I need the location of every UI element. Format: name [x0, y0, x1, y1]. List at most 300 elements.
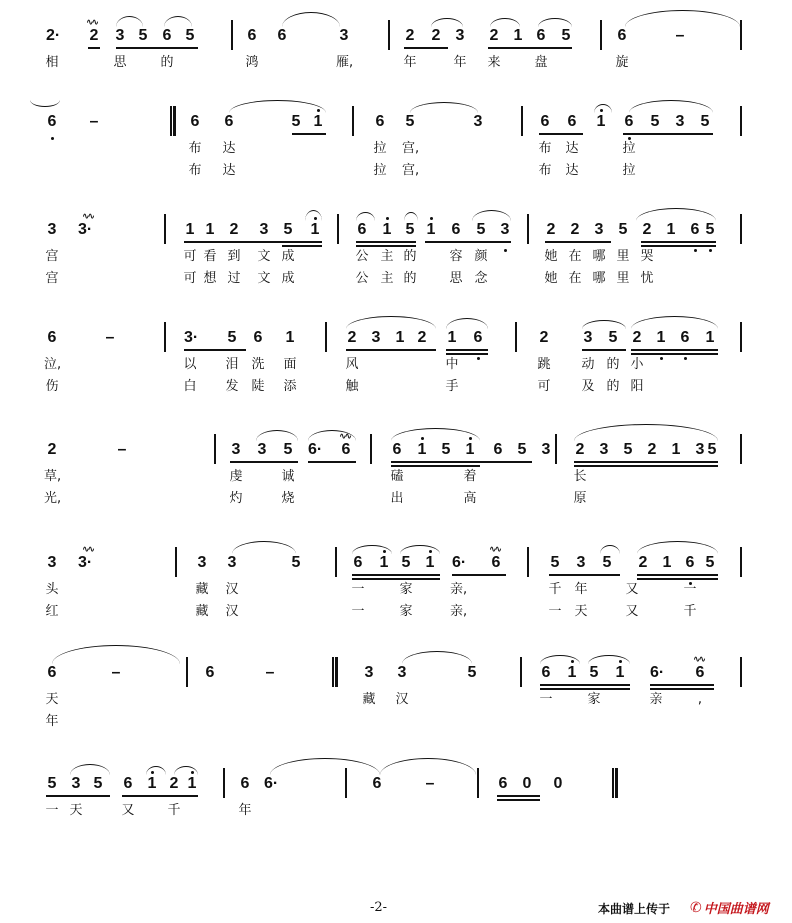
ornament-icon: ∿∿: [82, 212, 94, 222]
note: 1: [666, 221, 676, 238]
bar-line: [231, 20, 233, 50]
beam-line-double: [637, 578, 718, 580]
note: 6: [253, 329, 263, 346]
note: 3·: [78, 221, 93, 238]
high-octave-dot: [386, 217, 389, 220]
note: 5: [700, 113, 710, 130]
note: 1: [382, 221, 392, 238]
beam-line: [88, 47, 100, 49]
note: 5: [93, 775, 103, 792]
lyric-verse2: 陡: [251, 379, 265, 394]
bar-line: [186, 657, 188, 687]
slur-arc: [636, 208, 716, 221]
lyric-verse1: 虔: [229, 469, 243, 484]
note: 5: [405, 221, 415, 238]
lyric-verse2: 她: [544, 271, 558, 286]
note: 6: [277, 27, 287, 44]
note: 5: [650, 113, 660, 130]
bar-line: [740, 106, 742, 136]
note: 5: [405, 113, 415, 130]
low-octave-dot: [477, 357, 480, 360]
lyric-verse1: 文: [257, 249, 271, 264]
beam-line-double: [497, 799, 540, 801]
note: 1: [187, 775, 197, 792]
lyric-verse1: 盘: [534, 55, 548, 70]
lyric-verse1: 亲,: [450, 582, 468, 597]
lyric-verse1: 来: [487, 55, 501, 70]
bar-line: [332, 657, 334, 687]
note: 6: [353, 554, 363, 571]
note: 1: [417, 441, 427, 458]
beam-line: [574, 461, 718, 463]
lyric-verse1: 到: [227, 249, 241, 264]
lyric-verse1: 又: [121, 803, 135, 818]
note: 5: [138, 27, 148, 44]
lyric-verse2: 年: [45, 714, 59, 729]
ornament-icon: ∿∿: [339, 432, 351, 442]
slur-arc: [404, 212, 418, 221]
note: 3: [227, 554, 237, 571]
lyric-verse2: 原: [573, 491, 587, 506]
bar-line: [477, 768, 479, 798]
low-octave-dot: [684, 357, 687, 360]
note: 6: [372, 775, 382, 792]
lyric-verse1: 年: [453, 55, 467, 70]
note: –: [89, 113, 99, 130]
note: 5: [185, 27, 195, 44]
lyric-verse2: 一: [351, 604, 365, 619]
note: –: [105, 329, 115, 346]
beam-line: [488, 47, 572, 49]
beam-line-double: [391, 465, 480, 467]
lyric-verse1: 又: [625, 582, 639, 597]
note: 2: [417, 329, 427, 346]
note: 1: [705, 329, 715, 346]
note: 6: [375, 113, 385, 130]
lyric-verse2: 忧: [640, 271, 654, 286]
lyric-verse2: 一: [548, 604, 562, 619]
bar-line: [521, 106, 523, 136]
lyric-verse1: 旋: [615, 55, 629, 70]
bar-line: [214, 434, 216, 464]
slur-arc: [431, 18, 463, 27]
note: 3: [455, 27, 465, 44]
slur-arc: [282, 12, 340, 27]
lyric-verse1: 以: [183, 357, 197, 372]
lyric-verse1: 风: [345, 357, 359, 372]
beam-line-double: [352, 578, 440, 580]
lyric-verse2: 公: [355, 271, 369, 286]
note: 5: [291, 113, 301, 130]
note: 6: [473, 329, 483, 346]
lyric-verse2: 又: [625, 604, 639, 619]
beam-line: [122, 795, 198, 797]
lyric-verse1: 草,: [44, 469, 62, 484]
note: 6: [491, 554, 501, 571]
slur-arc: [256, 430, 298, 441]
note: 2: [638, 554, 648, 571]
note: 2: [647, 441, 657, 458]
bar-line: [527, 547, 529, 577]
note: 1: [285, 329, 295, 346]
note: 5: [441, 441, 451, 458]
note: 3: [231, 441, 241, 458]
lyric-verse1: 思: [113, 55, 127, 70]
slur-arc: [631, 316, 718, 329]
note: 6: [224, 113, 234, 130]
beam-line: [446, 349, 488, 351]
lyric-verse2: 亲,: [450, 604, 468, 619]
lyric-verse2: 拉: [622, 163, 636, 178]
slur-arc: [229, 100, 326, 113]
slur-arc: [594, 104, 612, 113]
note: 1: [615, 664, 625, 681]
beam-line: [46, 795, 110, 797]
beam-line: [346, 349, 436, 351]
slur-arc: [538, 18, 572, 27]
beam-line: [230, 461, 298, 463]
note: 6: [536, 27, 546, 44]
note: 6: [451, 221, 461, 238]
note: 2: [642, 221, 652, 238]
lyric-verse2: 藏: [195, 604, 209, 619]
lyric-verse2: 灼: [229, 491, 243, 506]
beam-line: [631, 349, 718, 351]
lyric-verse2: 里: [616, 271, 630, 286]
high-octave-dot: [430, 217, 433, 220]
lyric-verse1: 磕: [390, 469, 404, 484]
note: 3: [599, 441, 609, 458]
slur-arc: [270, 758, 380, 775]
lyric-verse1: 洗: [251, 357, 265, 372]
bar-line: [223, 768, 225, 798]
note: 3: [695, 441, 705, 458]
lyric-verse2: 宫: [45, 271, 59, 286]
low-octave-dot: [694, 249, 697, 252]
note: 6: [123, 775, 133, 792]
page-number: -2-: [370, 900, 388, 915]
logo-icon: ✆: [690, 899, 702, 916]
slur-arc: [70, 764, 110, 775]
lyric-verse2: 光,: [44, 491, 62, 506]
note: 6: [540, 113, 550, 130]
note: 6: [47, 329, 57, 346]
slur-arc: [52, 645, 180, 664]
beam-line: [637, 574, 718, 576]
beam-line-double: [446, 353, 488, 355]
note: 5: [283, 221, 293, 238]
note: 6: [162, 27, 172, 44]
lyric-verse1: 面: [283, 357, 297, 372]
note: 5: [550, 554, 560, 571]
lyric-verse1: 年: [238, 803, 252, 818]
beam-line: [292, 133, 326, 135]
slur-arc: [629, 100, 713, 113]
lyric-verse2: 汉: [225, 604, 239, 619]
slur-arc: [582, 320, 626, 329]
beam-line-double: [631, 353, 718, 355]
beam-line: [391, 461, 532, 463]
note: 2: [347, 329, 357, 346]
lyric-verse1: 雁,: [336, 55, 354, 70]
note: 5: [623, 441, 633, 458]
lyric-verse1: 拉: [622, 141, 636, 156]
note: 1: [310, 221, 320, 238]
lyric-verse2: 成: [281, 271, 295, 286]
slur-arc: [490, 18, 520, 27]
note: –: [117, 441, 127, 458]
note: 3: [47, 554, 57, 571]
lyric-verse2: 及: [581, 379, 595, 394]
slur-arc: [356, 212, 375, 221]
note: 6: [47, 664, 57, 681]
bar-line: [337, 214, 339, 244]
bar-line: [740, 657, 742, 687]
lyric-verse1: 达: [565, 141, 579, 156]
lyric-verse2: 发: [225, 379, 239, 394]
lyric-verse1: 达: [222, 141, 236, 156]
bar-line: [612, 768, 614, 798]
note: 6: [624, 113, 634, 130]
lyric-verse1: 动: [581, 357, 595, 372]
note: 6: [47, 113, 57, 130]
lyric-verse1: 汉: [395, 692, 409, 707]
note: 5: [517, 441, 527, 458]
slur-arc: [116, 16, 143, 27]
low-octave-dot: [660, 357, 663, 360]
note: 6: [690, 221, 700, 238]
lyric-verse2: 天: [574, 604, 588, 619]
bar-line: [555, 434, 557, 464]
note: 3: [339, 27, 349, 44]
lyric-verse1: 容: [449, 249, 463, 264]
lyric-verse2: 可: [183, 271, 197, 286]
lyric-verse1: 公: [355, 249, 369, 264]
bar-line: [175, 547, 177, 577]
beam-line: [582, 349, 626, 351]
lyric-verse1: 鸿: [245, 55, 259, 70]
slur-arc: [164, 16, 192, 27]
lyric-verse1: 中: [445, 357, 459, 372]
note: 3·: [184, 329, 199, 346]
note: 6: [493, 441, 503, 458]
lyric-verse1: 宫,: [402, 141, 420, 156]
lyric-verse2: 千: [683, 604, 697, 619]
lyric-verse1: 里: [616, 249, 630, 264]
lyric-verse2: 拉: [373, 163, 387, 178]
lyric-verse1: 小: [630, 357, 644, 372]
slur-arc: [380, 758, 476, 775]
note: 3: [197, 554, 207, 571]
lyric-verse1: 成: [281, 249, 295, 264]
beam-line: [623, 133, 713, 135]
bar-line: [370, 434, 372, 464]
lyric-verse2: 的: [606, 379, 620, 394]
note: 6: [685, 554, 695, 571]
lyric-verse2: 念: [474, 271, 488, 286]
note: 2: [546, 221, 556, 238]
lyric-verse1: 年: [403, 55, 417, 70]
slur-arc: [574, 424, 718, 441]
note: 0: [522, 775, 532, 792]
lyric-verse1: 家: [587, 692, 601, 707]
note: 5: [705, 221, 715, 238]
lyric-verse1: 千: [548, 582, 562, 597]
note: 2: [539, 329, 549, 346]
lyric-verse1: 她: [544, 249, 558, 264]
note: 6·: [650, 664, 665, 681]
lyric-verse2: 在: [568, 271, 582, 286]
note: 5: [589, 664, 599, 681]
slur-arc: [346, 316, 436, 329]
lyric-verse2: 添: [283, 379, 297, 394]
bar-line: [740, 20, 742, 50]
beam-line-double: [356, 245, 416, 247]
note: 1: [567, 664, 577, 681]
bar-line: [164, 322, 166, 352]
site-logo[interactable]: [690, 898, 769, 917]
lyric-verse1: 着: [463, 469, 477, 484]
note: 3: [47, 221, 57, 238]
note: 2: [229, 221, 239, 238]
note: 5: [467, 664, 477, 681]
lyric-verse2: 出: [390, 491, 404, 506]
slur-arc: [588, 655, 630, 664]
slur-arc: [637, 541, 718, 554]
lyric-verse1: 千: [167, 803, 181, 818]
note: 3: [371, 329, 381, 346]
lyric-verse2: 哪: [592, 271, 606, 286]
note: 6: [240, 775, 250, 792]
slur-arc: [446, 318, 488, 329]
note: 6: [567, 113, 577, 130]
beam-line: [352, 574, 440, 576]
low-octave-dot: [628, 137, 631, 140]
note: 6·: [308, 441, 323, 458]
lyric-verse2: 思: [449, 271, 463, 286]
bar-line: [600, 20, 602, 50]
note: 6: [190, 113, 200, 130]
note: 5: [47, 775, 57, 792]
bar-line: [164, 214, 166, 244]
upload-credit: 本曲谱上传于: [598, 902, 671, 916]
lyric-verse1: 哪: [592, 249, 606, 264]
note: 5: [291, 554, 301, 571]
note: 1: [313, 113, 323, 130]
low-octave-dot: [504, 249, 507, 252]
lyric-verse2: 布: [538, 163, 552, 178]
note: 1: [395, 329, 405, 346]
note: 6: [247, 27, 257, 44]
ornament-icon: ∿∿: [86, 18, 98, 28]
lyric-verse1: 汉: [225, 582, 239, 597]
bar-line-thick: [173, 106, 176, 136]
lyric-verse1: 主: [380, 249, 394, 264]
note: 5: [401, 554, 411, 571]
lyric-verse1: 头: [45, 582, 59, 597]
lyric-verse1: 在: [568, 249, 582, 264]
beam-line: [116, 47, 198, 49]
note: 3: [541, 441, 551, 458]
lyric-verse1: 可: [183, 249, 197, 264]
note: 2: [47, 441, 57, 458]
beam-line: [549, 574, 620, 576]
note: 1: [513, 27, 523, 44]
note: –: [675, 27, 685, 44]
slur-arc: [472, 210, 511, 221]
bar-line: [170, 106, 172, 136]
bar-line-thick: [335, 657, 338, 687]
note: 2·: [46, 27, 61, 44]
note: 6: [695, 664, 705, 681]
note: 2: [489, 27, 499, 44]
lyric-verse1: 长: [573, 469, 587, 484]
lyric-verse1: 的: [606, 357, 620, 372]
note: –: [111, 664, 121, 681]
beam-line-double: [282, 245, 322, 247]
note: –: [265, 664, 275, 681]
lyric-verse2: 白: [183, 379, 197, 394]
slur-arc: [540, 655, 580, 664]
lyric-verse2: 主: [380, 271, 394, 286]
lyric-verse2: 阳: [630, 379, 644, 394]
note: 2: [405, 27, 415, 44]
bar-line: [740, 434, 742, 464]
note: 1: [205, 221, 215, 238]
lyric-verse1: 泣,: [44, 357, 62, 372]
beam-line: [356, 241, 416, 243]
lyric-verse2: 家: [399, 604, 413, 619]
bar-line: [520, 657, 522, 687]
beam-line: [404, 47, 448, 49]
slur-arc: [391, 428, 480, 441]
note: 1: [379, 554, 389, 571]
lyric-verse2: 可: [537, 379, 551, 394]
low-octave-dot: [709, 249, 712, 252]
note: 1: [147, 775, 157, 792]
note: 3: [675, 113, 685, 130]
beam-line: [497, 795, 540, 797]
note: 1: [671, 441, 681, 458]
bar-line: [527, 214, 529, 244]
lyric-verse1: 亲: [649, 692, 663, 707]
note: 1: [185, 221, 195, 238]
note: 1: [656, 329, 666, 346]
lyric-verse1: 宫: [45, 249, 59, 264]
slur-arc: [146, 766, 166, 775]
site-name: 中国曲谱网: [703, 902, 769, 917]
note: 1: [662, 554, 672, 571]
bar-line: [515, 322, 517, 352]
lyric-verse2: 文: [257, 271, 271, 286]
lyric-verse2: 过: [227, 271, 241, 286]
slur-arc: [352, 545, 392, 554]
lyric-verse2: 达: [565, 163, 579, 178]
bar-line: [740, 214, 742, 244]
note: 5: [476, 221, 486, 238]
lyric-verse1: 天: [69, 803, 83, 818]
lyric-verse1: 的: [403, 249, 417, 264]
note: 2: [89, 27, 99, 44]
note: 6·: [264, 775, 279, 792]
lyric-verse2: 伤: [45, 379, 59, 394]
lyric-verse2: 的: [403, 271, 417, 286]
slur-arc: [30, 100, 60, 107]
note: 5: [707, 441, 717, 458]
lyric-verse2: 手: [445, 379, 459, 394]
beam-line: [184, 241, 322, 243]
slur-arc: [625, 10, 740, 27]
